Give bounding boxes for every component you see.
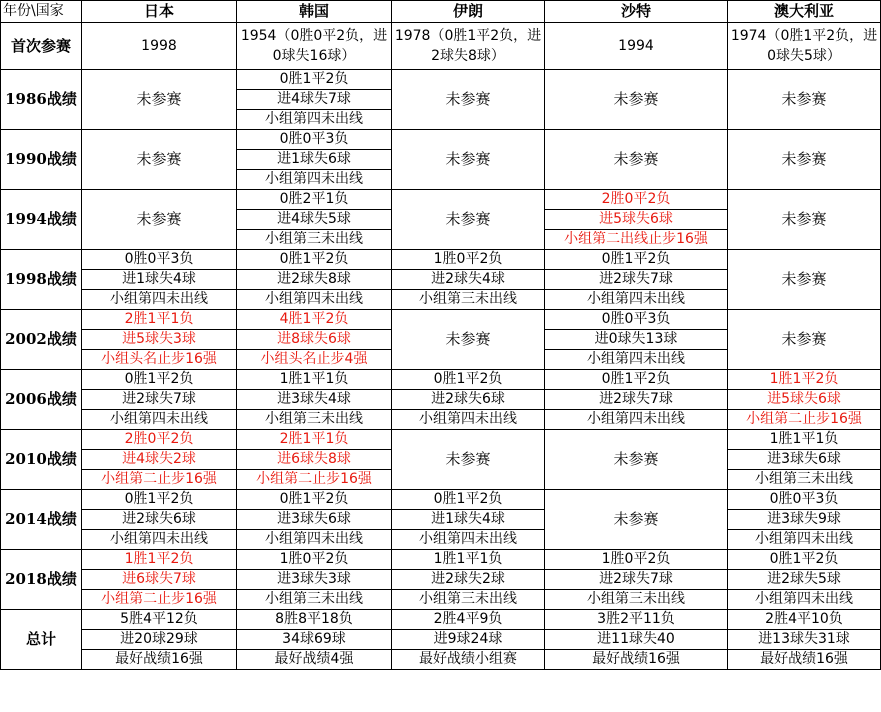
record-row [1, 510, 881, 530]
outcome-cell: 小组第二止步16强 [237, 470, 392, 490]
goals-cell: 进3球失6球 [728, 450, 881, 470]
country-header-saudi: 沙特 [545, 1, 728, 23]
outcome-cell: 小组第三未出线 [728, 470, 881, 490]
row-label: 首次参赛 [1, 23, 82, 70]
goals-cell: 进9球24球 [392, 630, 545, 650]
record-row [1, 630, 881, 650]
outcome-cell: 最好战绩4强 [237, 650, 392, 670]
outcome-cell: 小组第四未出线 [237, 110, 392, 130]
goals-cell: 进2球失6球 [82, 510, 237, 530]
goals-cell: 进6球失7球 [82, 570, 237, 590]
record-row [1, 610, 881, 630]
outcome-cell: 小组第二止步16强 [82, 470, 237, 490]
row-label: 1990战绩 [1, 130, 82, 190]
outcome-cell: 小组第四未出线 [728, 590, 881, 610]
outcome-cell: 小组第四未出线 [82, 410, 237, 430]
outcome-cell: 小组第四未出线 [545, 350, 728, 370]
record-row [1, 250, 881, 270]
result-cell: 0胜1平2负 [392, 490, 545, 510]
not-participated-cell: 未参赛 [82, 130, 237, 190]
record-row [1, 410, 881, 430]
result-cell: 0胜1平2负 [728, 550, 881, 570]
result-cell: 2胜1平1负 [82, 310, 237, 330]
not-participated-cell: 未参赛 [545, 430, 728, 490]
goals-cell: 进1球失6球 [237, 150, 392, 170]
goals-cell: 进2球失8球 [237, 270, 392, 290]
result-cell: 1胜1平2负 [82, 550, 237, 570]
outcome-cell: 小组第四未出线 [237, 530, 392, 550]
goals-cell: 进20球29球 [82, 630, 237, 650]
outcome-cell: 小组第四未出线 [82, 530, 237, 550]
not-participated-cell: 未参赛 [392, 310, 545, 370]
goals-cell: 进2球失4球 [392, 270, 545, 290]
outcome-cell: 小组第四未出线 [392, 530, 545, 550]
goals-cell: 进1球失4球 [392, 510, 545, 530]
result-cell: 3胜2平11负 [545, 610, 728, 630]
not-participated-cell: 未参赛 [392, 190, 545, 250]
goals-cell: 进5球失3球 [82, 330, 237, 350]
result-cell: 0胜1平2负 [82, 370, 237, 390]
goals-cell: 进0球失13球 [545, 330, 728, 350]
outcome-cell: 最好战绩16强 [728, 650, 881, 670]
result-cell: 0胜1平2负 [545, 370, 728, 390]
goals-cell: 进2球失7球 [545, 390, 728, 410]
outcome-cell: 最好战绩16强 [82, 650, 237, 670]
result-cell: 5胜4平12负 [82, 610, 237, 630]
not-participated-cell: 未参赛 [728, 130, 881, 190]
row-label: 2014战绩 [1, 490, 82, 550]
first-participation-cell: 1998 [82, 23, 237, 70]
result-cell: 1胜1平1负 [728, 430, 881, 450]
first-participation-cell: 1974（0胜1平2负，进0球失5球） [728, 23, 881, 70]
country-header-korea: 韩国 [237, 1, 392, 23]
result-cell: 0胜2平1负 [237, 190, 392, 210]
record-row [1, 650, 881, 670]
record-row [1, 430, 881, 450]
result-cell: 1胜1平1负 [392, 550, 545, 570]
record-row [1, 590, 881, 610]
record-row [1, 490, 881, 510]
result-cell: 0胜1平2负 [237, 70, 392, 90]
result-cell: 0胜1平2负 [237, 250, 392, 270]
record-row [1, 310, 881, 330]
outcome-cell: 小组第四未出线 [237, 170, 392, 190]
outcome-cell: 小组第二止步16强 [728, 410, 881, 430]
not-participated-cell: 未参赛 [392, 70, 545, 130]
outcome-cell: 小组第三未出线 [545, 590, 728, 610]
result-cell: 1胜0平2负 [237, 550, 392, 570]
outcome-cell: 小组第四未出线 [728, 530, 881, 550]
outcome-cell: 小组第四未出线 [545, 290, 728, 310]
header-row [1, 1, 881, 23]
country-header-iran: 伊朗 [392, 1, 545, 23]
goals-cell: 进2球失7球 [545, 270, 728, 290]
row-label: 1986战绩 [1, 70, 82, 130]
result-cell: 1胜0平2负 [392, 250, 545, 270]
outcome-cell: 小组第三未出线 [237, 230, 392, 250]
outcome-cell: 小组第三未出线 [237, 590, 392, 610]
goals-cell: 进5球失6球 [728, 390, 881, 410]
goals-cell: 进4球失2球 [82, 450, 237, 470]
not-participated-cell: 未参赛 [728, 190, 881, 250]
outcome-cell: 小组头名止步16强 [82, 350, 237, 370]
country-header-japan: 日本 [82, 1, 237, 23]
goals-cell: 34球69球 [237, 630, 392, 650]
not-participated-cell: 未参赛 [545, 130, 728, 190]
record-row [1, 550, 881, 570]
outcome-cell: 小组第四未出线 [392, 410, 545, 430]
outcome-cell: 小组第二止步16强 [82, 590, 237, 610]
outcome-cell: 小组第二出线止步16强 [545, 230, 728, 250]
not-participated-cell: 未参赛 [545, 70, 728, 130]
goals-cell: 进2球失6球 [392, 390, 545, 410]
result-cell: 0胜0平3负 [545, 310, 728, 330]
country-header-australia: 澳大利亚 [728, 1, 881, 23]
result-cell: 0胜1平2负 [392, 370, 545, 390]
outcome-cell: 小组第三未出线 [392, 590, 545, 610]
result-cell: 4胜1平2负 [237, 310, 392, 330]
not-participated-cell: 未参赛 [392, 430, 545, 490]
result-cell: 0胜0平3负 [237, 130, 392, 150]
result-cell: 8胜8平18负 [237, 610, 392, 630]
outcome-cell: 小组第四未出线 [545, 410, 728, 430]
goals-cell: 进3球失4球 [237, 390, 392, 410]
record-row [1, 390, 881, 410]
corner-header: 年份\国家 [1, 1, 82, 23]
record-row [1, 190, 881, 210]
not-participated-cell: 未参赛 [728, 250, 881, 310]
outcome-cell: 小组头名止步4强 [237, 350, 392, 370]
row-label: 1994战绩 [1, 190, 82, 250]
first-participation-row [1, 23, 881, 70]
goals-cell: 进4球失5球 [237, 210, 392, 230]
goals-cell: 进13球失31球 [728, 630, 881, 650]
goals-cell: 进2球失7球 [545, 570, 728, 590]
goals-cell: 进2球失2球 [392, 570, 545, 590]
not-participated-cell: 未参赛 [545, 490, 728, 550]
outcome-cell: 最好战绩16强 [545, 650, 728, 670]
goals-cell: 进3球失3球 [237, 570, 392, 590]
goals-cell: 进5球失6球 [545, 210, 728, 230]
result-cell: 0胜1平2负 [545, 250, 728, 270]
outcome-cell: 小组第三未出线 [392, 290, 545, 310]
result-cell: 0胜1平2负 [237, 490, 392, 510]
first-participation-cell: 1954（0胜0平2负，进0球失16球） [237, 23, 392, 70]
record-row [1, 130, 881, 150]
record-row [1, 570, 881, 590]
row-label: 总计 [1, 610, 82, 670]
result-cell: 1胜1平1负 [237, 370, 392, 390]
goals-cell: 进1球失4球 [82, 270, 237, 290]
result-cell: 0胜0平3负 [82, 250, 237, 270]
record-row [1, 370, 881, 390]
row-label: 2010战绩 [1, 430, 82, 490]
goals-cell: 进6球失8球 [237, 450, 392, 470]
goals-cell: 进11球失40 [545, 630, 728, 650]
not-participated-cell: 未参赛 [82, 190, 237, 250]
not-participated-cell: 未参赛 [82, 70, 237, 130]
first-participation-cell: 1994 [545, 23, 728, 70]
not-participated-cell: 未参赛 [392, 130, 545, 190]
goals-cell: 进8球失6球 [237, 330, 392, 350]
record-row [1, 530, 881, 550]
goals-cell: 进3球失9球 [728, 510, 881, 530]
result-cell: 1胜0平2负 [545, 550, 728, 570]
row-label: 2006战绩 [1, 370, 82, 430]
result-cell: 2胜0平2负 [545, 190, 728, 210]
outcome-cell: 小组第四未出线 [82, 290, 237, 310]
result-cell: 2胜1平1负 [237, 430, 392, 450]
goals-cell: 进4球失7球 [237, 90, 392, 110]
outcome-cell: 最好战绩小组赛 [392, 650, 545, 670]
result-cell: 2胜0平2负 [82, 430, 237, 450]
record-row [1, 70, 881, 90]
goals-cell: 进3球失6球 [237, 510, 392, 530]
row-label: 2002战绩 [1, 310, 82, 370]
outcome-cell: 小组第三未出线 [237, 410, 392, 430]
row-label: 2018战绩 [1, 550, 82, 610]
goals-cell: 进2球失5球 [728, 570, 881, 590]
not-participated-cell: 未参赛 [728, 70, 881, 130]
outcome-cell: 小组第四未出线 [237, 290, 392, 310]
result-cell: 1胜1平2负 [728, 370, 881, 390]
result-cell: 2胜4平10负 [728, 610, 881, 630]
first-participation-cell: 1978（0胜1平2负，进2球失8球） [392, 23, 545, 70]
row-label: 1998战绩 [1, 250, 82, 310]
result-cell: 0胜1平2负 [82, 490, 237, 510]
result-cell: 0胜0平3负 [728, 490, 881, 510]
not-participated-cell: 未参赛 [728, 310, 881, 370]
result-cell: 2胜4平9负 [392, 610, 545, 630]
goals-cell: 进2球失7球 [82, 390, 237, 410]
